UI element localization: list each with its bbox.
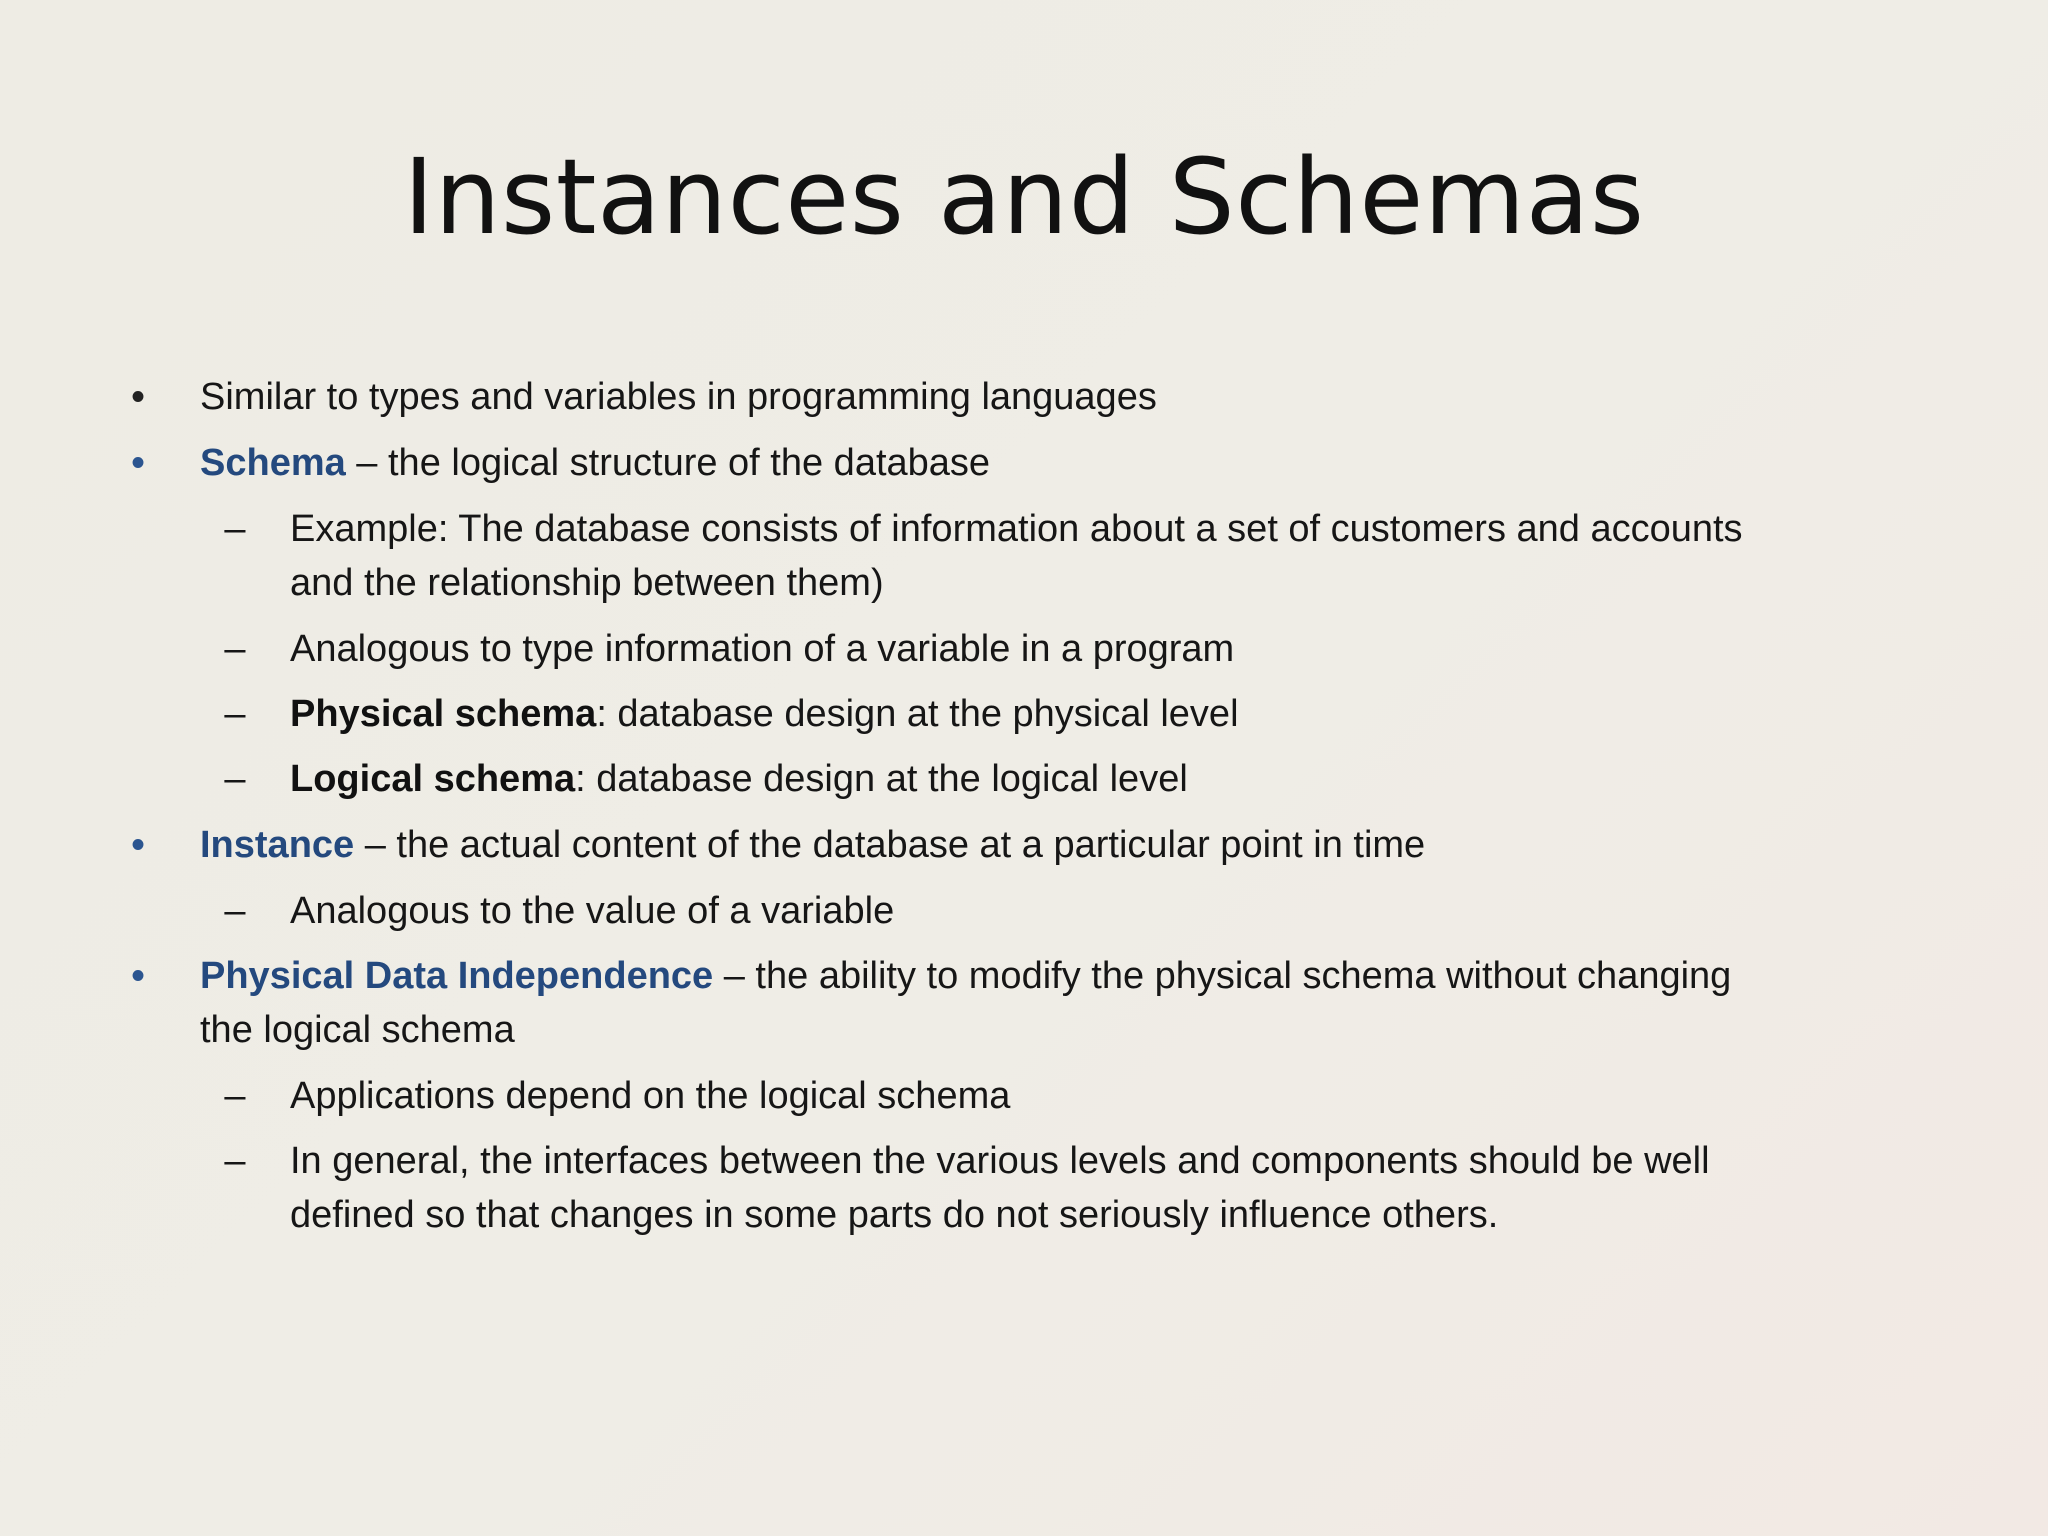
sub-bullet-marker: – <box>224 758 246 800</box>
sub-bullet-applications-depend <box>224 1069 1011 1123</box>
sub-bullet-example <box>224 502 1743 610</box>
sub-bullet-term-logical-schema: Logical schema <box>290 758 576 800</box>
sub-bullet-marker: – <box>224 508 246 550</box>
bullet-term-schema: Schema <box>200 442 346 484</box>
sub-bullet-text: Analogous to type information of a variable in a program <box>290 628 1235 670</box>
sub-bullet-marker: – <box>224 628 246 670</box>
sub-bullet-marker: – <box>224 890 246 932</box>
bullet-text: – the actual content of the database at a particular point in time <box>354 824 1426 866</box>
bullet-similar-types <box>131 370 1157 424</box>
sub-bullet-text: Applications depend on the logical schema <box>290 1075 1011 1117</box>
bullet-text: Similar to types and variables in programming languages <box>200 376 1157 418</box>
bullet-text-line-1: – the ability to modify the physical schema without changing <box>713 955 1732 997</box>
sub-bullet-analogous-value <box>224 884 895 938</box>
bullet-marker: • <box>131 824 145 866</box>
sub-bullet-text-line-2: defined so that changes in some parts do not seriously influence others. <box>290 1194 1499 1236</box>
sub-bullet-text: Analogous to the value of a variable <box>290 890 895 932</box>
sub-bullet-marker: – <box>224 693 246 735</box>
bullet-text-line-2: the logical schema <box>200 1009 515 1051</box>
bullet-marker: • <box>131 442 145 484</box>
sub-bullet-text-line-2: and the relationship between them) <box>290 562 884 604</box>
bullet-term-instance: Instance <box>200 824 355 866</box>
sub-bullet-text: : database design at the physical level <box>596 693 1239 735</box>
bullet-instance <box>131 818 1426 872</box>
bullet-term-physical-data-independence: Physical Data Independence <box>200 955 714 997</box>
sub-bullet-text-line-1: In general, the interfaces between the various levels and components should be well <box>290 1140 1710 1182</box>
sub-bullet-marker: – <box>224 1075 246 1117</box>
bullet-schema <box>131 436 991 490</box>
sub-bullet-physical-schema <box>224 687 1239 741</box>
sub-bullet-logical-schema <box>224 752 1188 806</box>
bullet-text: – the logical structure of the database <box>345 442 991 484</box>
bullet-marker: • <box>131 955 145 997</box>
sub-bullet-interfaces-defined <box>224 1134 1710 1242</box>
sub-bullet-text-line-1: Example: The database consists of information about a set of customers and accounts <box>290 508 1743 550</box>
bullet-physical-data-independence <box>131 949 1732 1057</box>
sub-bullet-analogous-type <box>224 622 1235 676</box>
sub-bullet-marker: – <box>224 1140 246 1182</box>
bullet-marker: • <box>131 376 145 418</box>
sub-bullet-term-physical-schema: Physical schema <box>290 693 597 735</box>
slide-title: Instances and Schemas <box>403 136 1645 258</box>
sub-bullet-text: : database design at the logical level <box>575 758 1188 800</box>
